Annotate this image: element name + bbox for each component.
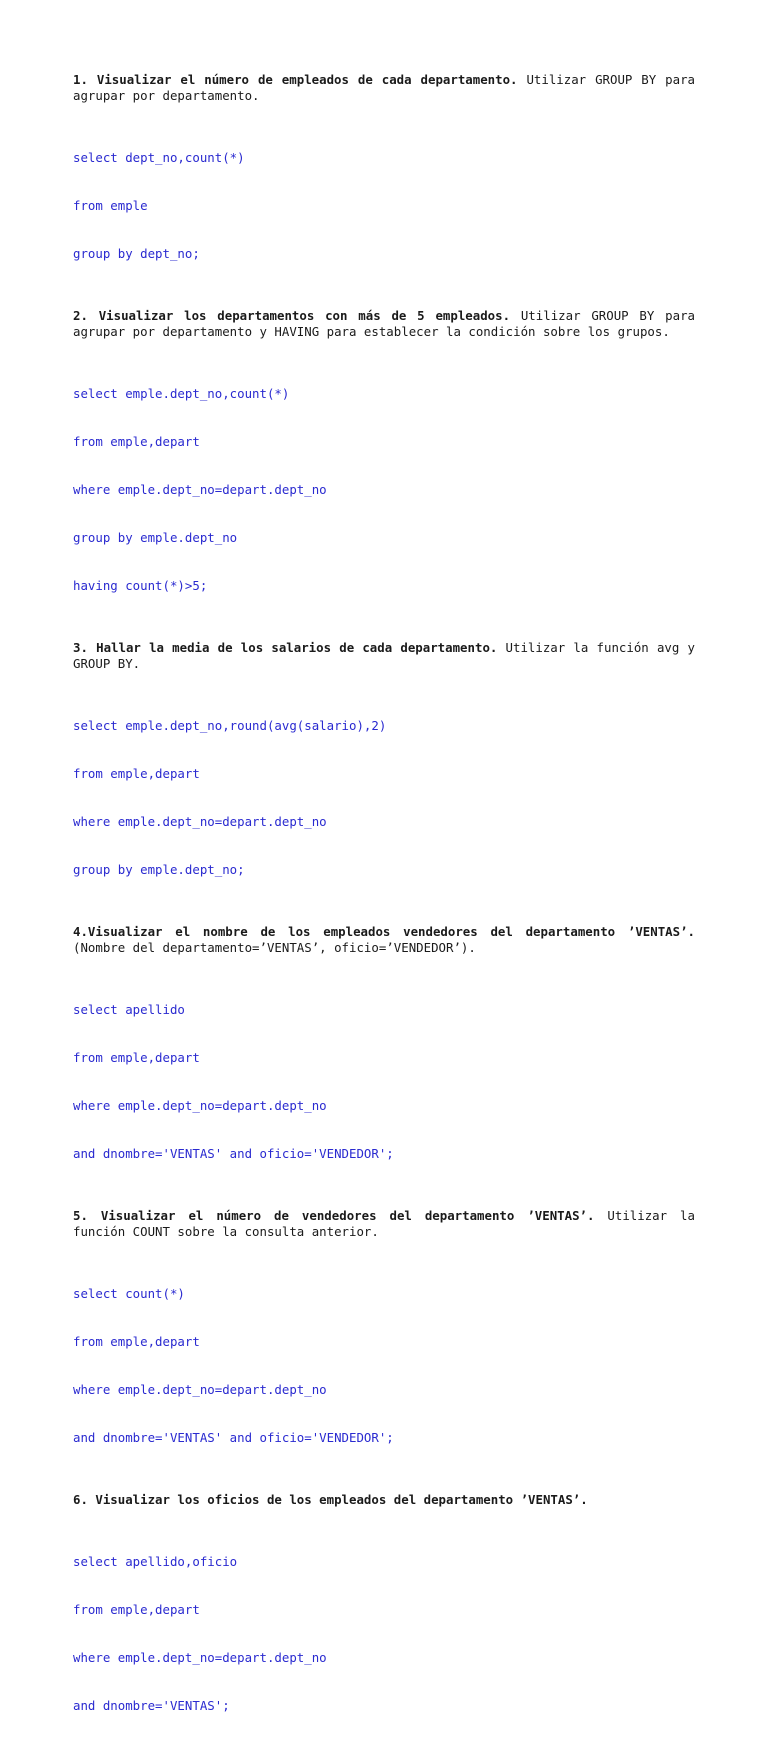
code-line: group by dept_no; bbox=[73, 246, 200, 261]
exercise-title: 4.Visualizar el nombre de los empleados vendedores del departamento ’VENTAS’. bbox=[73, 924, 695, 939]
code-line: select dept_no,count(*) bbox=[73, 150, 245, 165]
exercise-statement bbox=[73, 72, 695, 104]
exercise-6 bbox=[73, 1492, 695, 1746]
code-line: from emple,depart bbox=[73, 1602, 200, 1617]
exercise-instructions: Utilizar GROUP BY para agrupar por departamento. bbox=[73, 72, 696, 103]
code-line: where emple.dept_no=depart.dept_no bbox=[73, 814, 327, 829]
exercise-title: 6. Visualizar los oficios de los empleados del departamento ’VENTAS’. bbox=[73, 1492, 588, 1507]
exercise-3 bbox=[73, 640, 695, 910]
sql-code-block bbox=[73, 686, 695, 910]
exercise-5 bbox=[73, 1208, 695, 1478]
exercise-title: 2. Visualizar los departamentos con más de 5 empleados. bbox=[73, 308, 511, 323]
code-line: group by emple.dept_no bbox=[73, 530, 238, 545]
code-line: from emple,depart bbox=[73, 1334, 200, 1349]
code-line: from emple,depart bbox=[73, 434, 200, 449]
exercise-statement bbox=[73, 924, 695, 956]
sql-code-block bbox=[73, 1522, 695, 1746]
code-line: from emple bbox=[73, 198, 148, 213]
exercise-statement bbox=[73, 640, 695, 672]
exercise-instructions: (Nombre del departamento=’VENTAS’, oficio=’VENDEDOR’). bbox=[73, 940, 476, 955]
code-line: where emple.dept_no=depart.dept_no bbox=[73, 1382, 327, 1397]
exercise-statement bbox=[73, 1492, 695, 1508]
exercise-instructions: Utilizar la función avg y GROUP BY. bbox=[73, 640, 695, 671]
sql-code-block bbox=[73, 970, 695, 1194]
exercise-title: 3. Hallar la media de los salarios de cada departamento. bbox=[73, 640, 498, 655]
code-line: having count(*)>5; bbox=[73, 578, 208, 593]
code-line: select apellido,oficio bbox=[73, 1554, 238, 1569]
code-line: from emple,depart bbox=[73, 1050, 200, 1065]
code-line: from emple,depart bbox=[73, 766, 200, 781]
code-line: and dnombre='VENTAS' and oficio='VENDEDOR'; bbox=[73, 1430, 394, 1445]
code-line: select emple.dept_no,round(avg(salario),2) bbox=[73, 718, 387, 733]
exercise-title: 5. Visualizar el número de vendedores del departamento ’VENTAS’. bbox=[73, 1208, 595, 1223]
code-line: select count(*) bbox=[73, 1286, 185, 1301]
document-page bbox=[73, 72, 695, 1760]
code-line: where emple.dept_no=depart.dept_no bbox=[73, 1098, 327, 1113]
exercise-instructions: Utilizar la función COUNT sobre la consulta anterior. bbox=[73, 1208, 695, 1239]
exercise-statement bbox=[73, 308, 695, 340]
exercise-4 bbox=[73, 924, 695, 1194]
code-line: select apellido bbox=[73, 1002, 185, 1017]
exercise-title: 1. Visualizar el número de empleados de cada departamento. bbox=[73, 72, 518, 87]
code-line: and dnombre='VENTAS'; bbox=[73, 1698, 230, 1713]
sql-code-block bbox=[73, 1254, 695, 1478]
code-line: where emple.dept_no=depart.dept_no bbox=[73, 482, 327, 497]
sql-code-block bbox=[73, 354, 695, 626]
exercise-1 bbox=[73, 72, 695, 294]
code-line: where emple.dept_no=depart.dept_no bbox=[73, 1650, 327, 1665]
sql-code-block bbox=[73, 118, 695, 294]
code-line: select emple.dept_no,count(*) bbox=[73, 386, 290, 401]
code-line: group by emple.dept_no; bbox=[73, 862, 245, 877]
exercise-2 bbox=[73, 308, 695, 626]
exercise-instructions: Utilizar GROUP BY para agrupar por departamento y HAVING para establecer la condición sobre los grupos. bbox=[73, 308, 695, 339]
exercise-statement bbox=[73, 1208, 695, 1240]
code-line: and dnombre='VENTAS' and oficio='VENDEDOR'; bbox=[73, 1146, 394, 1161]
